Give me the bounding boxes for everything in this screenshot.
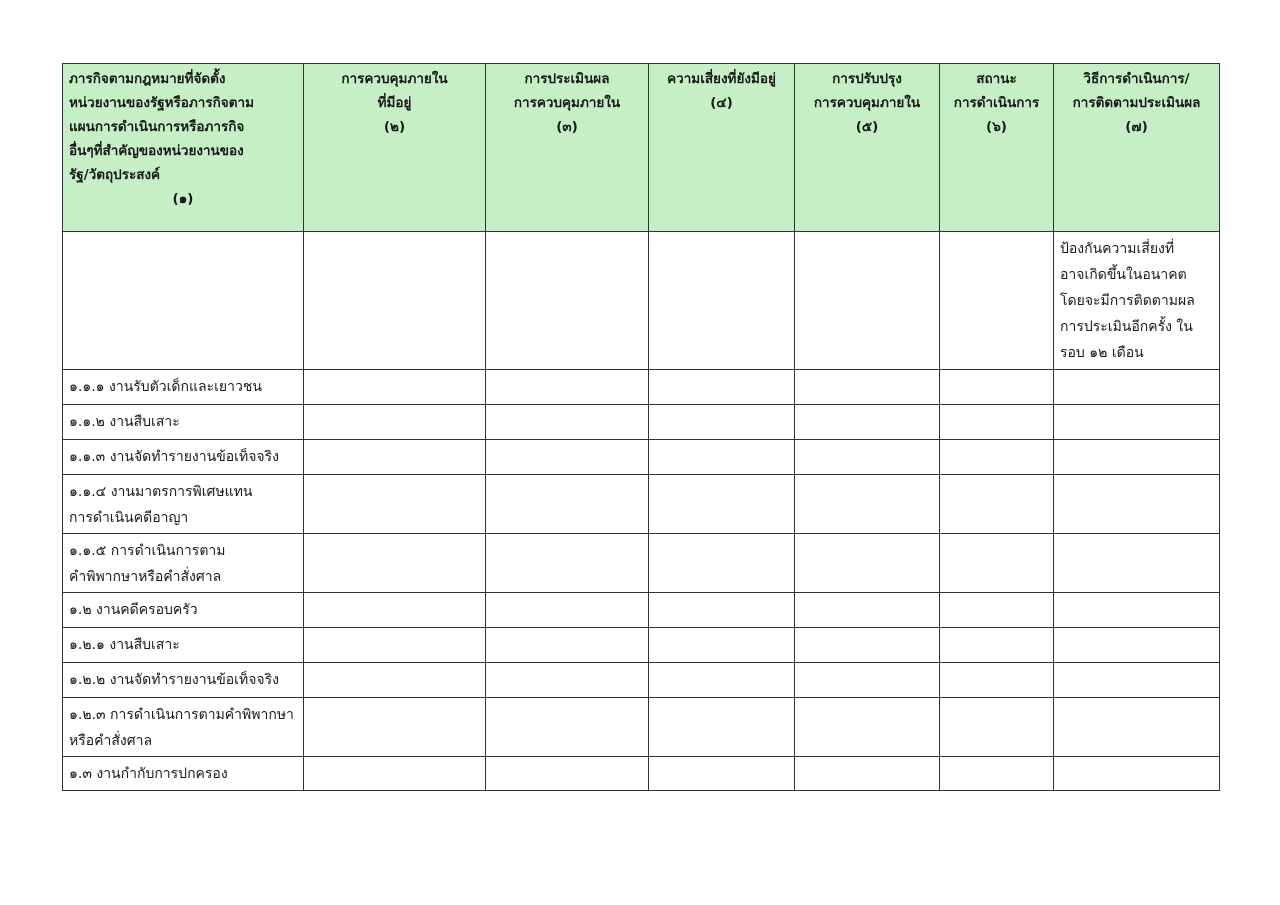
table-cell xyxy=(795,698,940,757)
mission-cell xyxy=(63,757,304,791)
table-cell xyxy=(486,628,649,663)
table-cell xyxy=(1054,475,1220,534)
mission-text: การดำเนินคดีอาญา xyxy=(69,510,189,526)
header-col-4-line: ความเสี่ยงที่ยังมีอยู่ xyxy=(667,71,776,87)
table-cell xyxy=(649,593,795,628)
table-cell xyxy=(795,628,940,663)
table-row xyxy=(63,534,1220,593)
table-row xyxy=(63,663,1220,698)
header-col-5-control-improvement xyxy=(795,64,940,232)
table-cell xyxy=(795,593,940,628)
followup-note-line: โดยจะมีการติดตามผล xyxy=(1060,293,1195,309)
followup-note-line: อาจเกิดขึ้นในอนาคต xyxy=(1060,267,1187,283)
header-col-1-line: รัฐ/วัตถุประสงค์ xyxy=(69,167,161,183)
header-col-1-mission xyxy=(63,64,304,232)
mission-cell xyxy=(63,663,304,698)
table-cell xyxy=(1054,370,1220,405)
table-row xyxy=(63,475,1220,534)
header-col-6-line: สถานะ xyxy=(976,71,1017,87)
mission-text: ๑.๒.๓ การดำเนินการตามคำพิพากษา xyxy=(69,707,294,723)
header-col-7-line: การติดตามประเมินผล xyxy=(1072,95,1201,111)
table-row xyxy=(63,370,1220,405)
table-row xyxy=(63,757,1220,791)
table-cell xyxy=(940,370,1054,405)
header-col-5-line: การควบคุมภายใน xyxy=(813,95,921,111)
header-col-7-line: วิธีการดำเนินการ/ xyxy=(1083,71,1190,87)
mission-text: คำพิพากษาหรือคำสั่งศาล xyxy=(69,569,222,585)
table-cell xyxy=(1054,628,1220,663)
table-cell xyxy=(1054,663,1220,698)
table-row-note xyxy=(63,232,1220,370)
table-cell xyxy=(649,475,795,534)
header-row xyxy=(63,64,1220,232)
table-cell xyxy=(304,475,486,534)
mission-text: ๑.๓ งานกำกับการปกครอง xyxy=(69,766,228,782)
mission-cell xyxy=(63,534,304,593)
table-row xyxy=(63,440,1220,475)
header-col-1-line: ภารกิจตามกฎหมายที่จัดตั้ง xyxy=(69,71,226,87)
table-cell xyxy=(304,757,486,791)
followup-note-line: ป้องกันความเสี่ยงที่ xyxy=(1060,241,1175,257)
table-cell xyxy=(486,232,649,370)
table-cell xyxy=(1054,757,1220,791)
table-cell xyxy=(649,534,795,593)
header-col-3-number: (๓) xyxy=(556,119,578,135)
table-cell xyxy=(940,440,1054,475)
followup-note-line: รอบ ๑๒ เดือน xyxy=(1060,345,1144,361)
header-col-1-line: อื่นๆที่สำคัญของหน่วยงานของ xyxy=(69,143,244,159)
table-body xyxy=(63,232,1220,791)
mission-cell xyxy=(63,440,304,475)
table-cell xyxy=(649,663,795,698)
header-col-6-number: (๖) xyxy=(986,119,1007,135)
header-col-6-line: การดำเนินการ xyxy=(953,95,1040,111)
mission-text: ๑.๑.๔ งานมาตรการพิเศษแทน xyxy=(69,484,253,500)
mission-cell xyxy=(63,475,304,534)
header-col-1-line: แผนการดำเนินการหรือภารกิจ xyxy=(69,119,245,135)
table-cell xyxy=(649,698,795,757)
header-col-5-line: การปรับปรุง xyxy=(832,71,902,87)
table-row xyxy=(63,593,1220,628)
table-cell xyxy=(940,628,1054,663)
table-cell xyxy=(1054,440,1220,475)
header-col-7-number: (๗) xyxy=(1125,119,1148,135)
table-cell xyxy=(940,534,1054,593)
table-cell xyxy=(486,405,649,440)
table-cell xyxy=(795,405,940,440)
mission-text: ๑.๑.๑ งานรับตัวเด็กและเยาวชน xyxy=(69,379,262,395)
header-col-1-number: (๑) xyxy=(172,191,194,207)
table-cell xyxy=(940,593,1054,628)
table-cell xyxy=(1054,405,1220,440)
table-cell xyxy=(649,628,795,663)
table-cell xyxy=(649,232,795,370)
header-col-6-status xyxy=(940,64,1054,232)
table-cell xyxy=(304,593,486,628)
mission-text: ๑.๒ งานคดีครอบครัว xyxy=(69,602,198,618)
followup-note-cell xyxy=(1054,232,1220,370)
table-cell xyxy=(649,757,795,791)
table-header xyxy=(63,64,1220,232)
table-cell xyxy=(795,232,940,370)
table-cell xyxy=(795,370,940,405)
risk-assessment-sheet xyxy=(62,63,1219,791)
mission-text: ๑.๑.๕ การดำเนินการตาม xyxy=(69,543,226,559)
table-cell xyxy=(649,370,795,405)
table-cell xyxy=(1054,534,1220,593)
table-cell xyxy=(940,405,1054,440)
header-col-5-number: (๕) xyxy=(855,119,879,135)
table-cell xyxy=(304,405,486,440)
table-cell xyxy=(940,663,1054,698)
table-cell xyxy=(940,475,1054,534)
header-col-3-control-assessment xyxy=(486,64,649,232)
table-cell xyxy=(649,405,795,440)
header-col-4-remaining-risk xyxy=(649,64,795,232)
table-cell xyxy=(795,757,940,791)
mission-cell xyxy=(63,405,304,440)
followup-note-line: การประเมินอีกครั้ง ใน xyxy=(1060,319,1193,335)
table-cell xyxy=(1054,698,1220,757)
mission-text: ๑.๑.๓ งานจัดทำรายงานข้อเท็จจริง xyxy=(69,449,279,465)
table-cell xyxy=(304,232,486,370)
table-cell xyxy=(486,757,649,791)
table-cell xyxy=(63,232,304,370)
table-cell xyxy=(304,370,486,405)
table-cell xyxy=(486,534,649,593)
table-cell xyxy=(304,440,486,475)
mission-cell xyxy=(63,370,304,405)
table-cell xyxy=(940,757,1054,791)
header-col-4-number: (๔) xyxy=(710,95,733,111)
table-cell xyxy=(304,698,486,757)
header-col-2-line: การควบคุมภายใน xyxy=(341,71,448,87)
table-cell xyxy=(486,593,649,628)
header-col-3-line: การประเมินผล xyxy=(524,71,610,87)
table-cell xyxy=(304,534,486,593)
header-col-2-number: (๒) xyxy=(383,119,406,135)
mission-cell xyxy=(63,628,304,663)
table-cell xyxy=(795,440,940,475)
table-cell xyxy=(940,232,1054,370)
table-cell xyxy=(795,475,940,534)
table-cell xyxy=(486,475,649,534)
mission-text: ๑.๒.๒ งานจัดทำรายงานข้อเท็จจริง xyxy=(69,672,279,688)
internal-control-table xyxy=(62,63,1220,791)
mission-cell xyxy=(63,698,304,757)
table-cell xyxy=(1054,593,1220,628)
table-cell xyxy=(795,534,940,593)
table-cell xyxy=(486,698,649,757)
mission-cell xyxy=(63,593,304,628)
header-col-1-line: หน่วยงานของรัฐหรือภารกิจตาม xyxy=(69,95,254,111)
header-col-3-line: การควบคุมภายใน xyxy=(513,95,621,111)
table-row xyxy=(63,628,1220,663)
mission-text: หรือคำสั่งศาล xyxy=(69,733,153,749)
header-col-2-existing-control xyxy=(304,64,486,232)
mission-text: ๑.๒.๑ งานสืบเสาะ xyxy=(69,637,180,653)
table-cell xyxy=(304,663,486,698)
mission-text: ๑.๑.๒ งานสืบเสาะ xyxy=(69,414,180,430)
table-row xyxy=(63,405,1220,440)
table-row xyxy=(63,698,1220,757)
header-col-2-line: ที่มีอยู่ xyxy=(377,95,412,111)
table-cell xyxy=(649,440,795,475)
table-cell xyxy=(795,663,940,698)
table-cell xyxy=(940,698,1054,757)
table-cell xyxy=(304,628,486,663)
table-cell xyxy=(486,440,649,475)
header-col-7-method-followup xyxy=(1054,64,1220,232)
table-cell xyxy=(486,370,649,405)
table-cell xyxy=(486,663,649,698)
